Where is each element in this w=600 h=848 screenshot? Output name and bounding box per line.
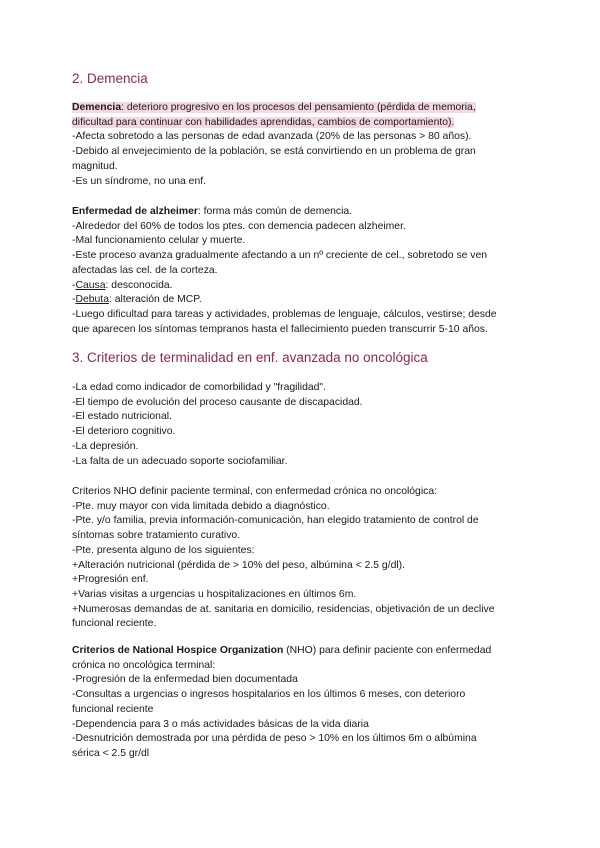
alzheimer-block bbox=[72, 205, 532, 337]
indicator-item: -La edad como indicador de comorbilidad y "fragilidad". bbox=[72, 382, 327, 393]
alzheimer-point: que aparecen los síntomas tempranos hasta el fallecimiento pueden transcurrir 5-10 años. bbox=[72, 323, 488, 335]
national-hospice-title-line bbox=[72, 644, 532, 659]
dementia-block bbox=[72, 101, 532, 189]
section-heading-terminality: 3. Criterios de terminalidad en enf. avanzada no oncológica bbox=[72, 350, 428, 365]
causa-label: Causa bbox=[75, 279, 106, 291]
nho-line: +Numerosas demandas de at. sanitaria en domicilio, residencias, objetivación de un declive bbox=[72, 603, 495, 615]
indicator-item: -La falta de un adecuado soporte sociofamiliar. bbox=[72, 455, 288, 467]
alzheimer-point: -Alrededor del 60% de todos los ptes. con demencia padecen alzheimer. bbox=[72, 220, 406, 232]
dementia-definition-text: : deterioro progresivo en los procesos del pensamiento (pérdida de memoria, bbox=[121, 102, 476, 113]
indicator-item: -El tiempo de evolución del proceso causante de discapacidad. bbox=[72, 396, 363, 408]
alzheimer-point: afectadas las cel. de la corteza. bbox=[72, 264, 218, 276]
alzheimer-causa-line bbox=[72, 279, 532, 294]
terminality-indicators bbox=[72, 381, 532, 469]
dementia-definition-line-2: dificultad para continuar con habilidades aprendidas, cambios de comportamiento). bbox=[72, 116, 455, 128]
indicator-item: -El estado nutricional. bbox=[72, 411, 172, 423]
nho-line: +Alteración nutricional (pérdida de > 10% del peso, albúmina < 2.5 g/dl). bbox=[72, 559, 405, 571]
alzheimer-point: -Este proceso avanza gradualmente afectando a un nº creciente de cel., sobretodo se ven bbox=[72, 250, 488, 262]
national-hospice-block bbox=[72, 644, 532, 762]
alzheimer-point: -Mal funcionamiento celular y muerte. bbox=[72, 235, 246, 247]
national-hospice-line: -Desnutrición demostrada por una pérdida de peso > 10% en los últimos 6m o albúmina bbox=[72, 733, 477, 745]
alzheimer-point: -Luego dificultad para tareas y actividades, problemas de lenguaje, cálculos, vestirse; desde bbox=[72, 308, 497, 320]
alzheimer-debuta-line bbox=[72, 293, 532, 308]
national-hospice-term-rest: (NHO) para definir paciente con enfermedad bbox=[283, 645, 492, 656]
national-hospice-line: crónica no oncológica terminal: bbox=[72, 659, 216, 671]
nho-line: +Progresión enf. bbox=[72, 574, 149, 586]
alzheimer-title-line bbox=[72, 205, 532, 220]
debuta-label: Debuta bbox=[75, 294, 109, 306]
alzheimer-term-definition: : forma más común de demencia. bbox=[197, 206, 353, 217]
causa-text: : desconocida. bbox=[105, 279, 173, 291]
nho-line: -Pte. muy mayor con vida limitada debido a diagnóstico. bbox=[72, 500, 330, 512]
dementia-term: Demencia bbox=[72, 102, 122, 113]
dementia-point: -Afecta sobretodo a las personas de edad avanzada (20% de las personas > 80 años). bbox=[72, 131, 472, 143]
nho-line: +Varias visitas a urgencias u hospitalizaciones en últimos 6m. bbox=[72, 588, 357, 600]
nho-line: -Pte. presenta alguno de los siguientes: bbox=[72, 544, 255, 556]
nho-line: -Pte. y/o familia, previa información-comunicación, han elegido tratamiento de control de bbox=[72, 515, 479, 527]
nho-line: Criterios NHO definir paciente terminal, con enfermedad crónica no oncológica: bbox=[72, 486, 438, 497]
national-hospice-line: -Consultas a urgencias o ingresos hospitalarios en los últimos 6 meses, con deterioro bbox=[72, 689, 466, 701]
indicator-item: -El deterioro cognitivo. bbox=[72, 426, 176, 438]
nho-line: síntomas sobre tratamiento curativo. bbox=[72, 530, 241, 542]
national-hospice-line: funcional reciente bbox=[72, 703, 154, 715]
national-hospice-line: sérica < 2.5 gr/dl bbox=[72, 747, 150, 759]
dementia-point: -Debido al envejecimiento de la población, se está convirtiendo en un problema de gran bbox=[72, 146, 476, 158]
dementia-point: -Es un síndrome, no una enf. bbox=[72, 175, 207, 187]
indicator-item: -La depresión. bbox=[72, 440, 139, 452]
nho-criteria-block bbox=[72, 485, 532, 632]
causa-prefix: - bbox=[72, 279, 76, 291]
debuta-text: : alteración de MCP. bbox=[108, 294, 202, 306]
national-hospice-line: -Progresión de la enfermedad bien documentada bbox=[72, 674, 298, 686]
debuta-prefix: - bbox=[72, 294, 76, 306]
dementia-point: magnitud. bbox=[72, 160, 118, 172]
section-heading-dementia: 2. Demencia bbox=[72, 71, 148, 86]
national-hospice-line: -Dependencia para 3 o más actividades básicas de la vida diaria bbox=[72, 718, 369, 730]
dementia-definition-line-1 bbox=[72, 102, 476, 113]
nho-line: funcional reciente. bbox=[72, 618, 157, 630]
alzheimer-term: Enfermedad de alzheimer bbox=[72, 206, 198, 217]
national-hospice-term: Criterios de National Hospice Organization bbox=[72, 645, 284, 656]
